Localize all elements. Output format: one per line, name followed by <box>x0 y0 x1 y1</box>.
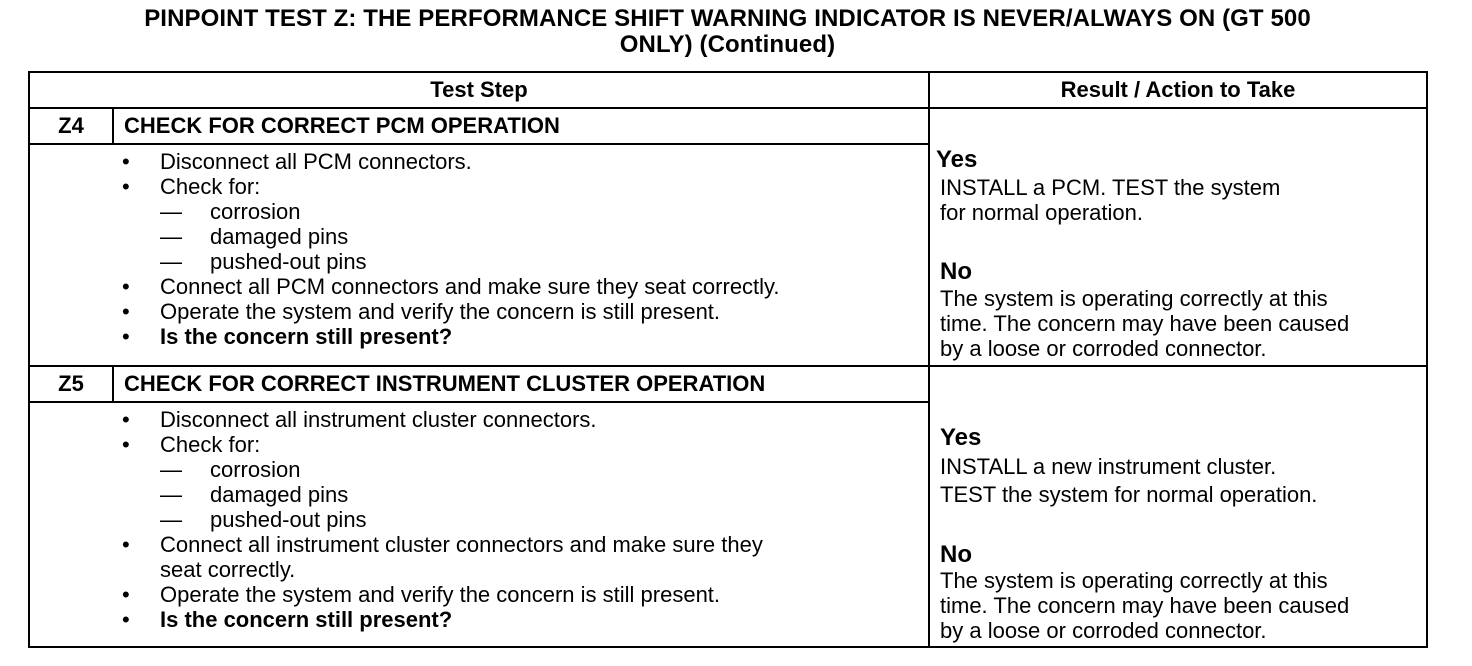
header-test-step: Test Step <box>430 77 528 102</box>
bullet-icon: • <box>122 532 130 557</box>
step-line: Disconnect all instrument cluster connectors. <box>160 407 597 432</box>
result-no-label: No <box>940 258 972 285</box>
step-line: corrosion <box>210 199 301 224</box>
bullet-icon: • <box>122 174 130 199</box>
dash-icon: — <box>160 249 182 274</box>
step-question: Is the concern still present? <box>160 607 453 632</box>
result-no-text: time. The concern may have been caused <box>940 311 1350 336</box>
page-title <box>0 6 1455 58</box>
result-yes-text: TEST the system for normal operation. <box>940 482 1318 507</box>
result-no-text: time. The concern may have been caused <box>940 593 1350 618</box>
step-id: Z4 <box>58 113 84 138</box>
result-no-text: The system is operating correctly at this <box>940 286 1328 311</box>
z4-title-divider <box>30 143 928 145</box>
result-no-text: by a loose or corroded connector. <box>940 336 1267 361</box>
step-line: Check for: <box>160 432 261 457</box>
step-id: Z5 <box>58 371 84 396</box>
result-no-text: The system is operating correctly at this <box>940 568 1328 593</box>
result-yes-text: INSTALL a new instrument cluster. <box>940 454 1277 479</box>
header-divider <box>30 107 1426 109</box>
pinpoint-table <box>28 71 1428 648</box>
step-line: pushed-out pins <box>210 249 367 274</box>
step-question: Is the concern still present? <box>160 324 453 349</box>
title-line-1: PINPOINT TEST Z: THE PERFORMANCE SHIFT WARNING INDICATOR IS NEVER/ALWAYS ON (GT 500 <box>144 5 1311 32</box>
bullet-icon: • <box>122 149 130 174</box>
result-no-text: by a loose or corroded connector. <box>940 618 1267 643</box>
step-title: CHECK FOR CORRECT PCM OPERATION <box>124 113 560 138</box>
dash-icon: — <box>160 224 182 249</box>
dash-icon: — <box>160 457 182 482</box>
step-line: damaged pins <box>210 482 349 507</box>
step-line: Operate the system and verify the concern is still present. <box>160 299 721 324</box>
step-line: damaged pins <box>210 224 349 249</box>
bullet-icon: • <box>122 432 130 457</box>
step-line: seat correctly. <box>160 557 296 582</box>
step-line: corrosion <box>210 457 301 482</box>
step-line: Disconnect all PCM connectors. <box>160 149 472 174</box>
dash-icon: — <box>160 199 182 224</box>
result-no-label: No <box>940 541 972 568</box>
bullet-icon: • <box>122 274 130 299</box>
step-title: CHECK FOR CORRECT INSTRUMENT CLUSTER OPERATION <box>124 371 766 396</box>
result-yes-label: Yes <box>936 146 978 173</box>
result-yes-text: for normal operation. <box>940 200 1143 225</box>
result-yes-label: Yes <box>940 424 982 451</box>
step-line: Connect all instrument cluster connectors and make sure they <box>160 532 763 557</box>
column-divider <box>928 73 930 646</box>
bullet-icon: • <box>122 299 130 324</box>
step-line: Operate the system and verify the concern is still present. <box>160 582 721 607</box>
z4-id-divider <box>112 109 114 145</box>
bullet-icon: • <box>122 324 130 349</box>
step-line: pushed-out pins <box>210 507 367 532</box>
step-line: Check for: <box>160 174 261 199</box>
z5-title-divider <box>30 401 928 403</box>
result-yes-text: INSTALL a PCM. TEST the system <box>940 175 1281 200</box>
bullet-icon: • <box>122 607 130 632</box>
z5-id-divider <box>112 367 114 403</box>
dash-icon: — <box>160 507 182 532</box>
step-line: Connect all PCM connectors and make sure they seat correctly. <box>160 274 780 299</box>
header-result: Result / Action to Take <box>1060 77 1296 102</box>
title-line-2: ONLY) (Continued) <box>619 31 836 58</box>
bullet-icon: • <box>122 582 130 607</box>
bullet-icon: • <box>122 407 130 432</box>
step-separator <box>30 365 1426 367</box>
dash-icon: — <box>160 482 182 507</box>
